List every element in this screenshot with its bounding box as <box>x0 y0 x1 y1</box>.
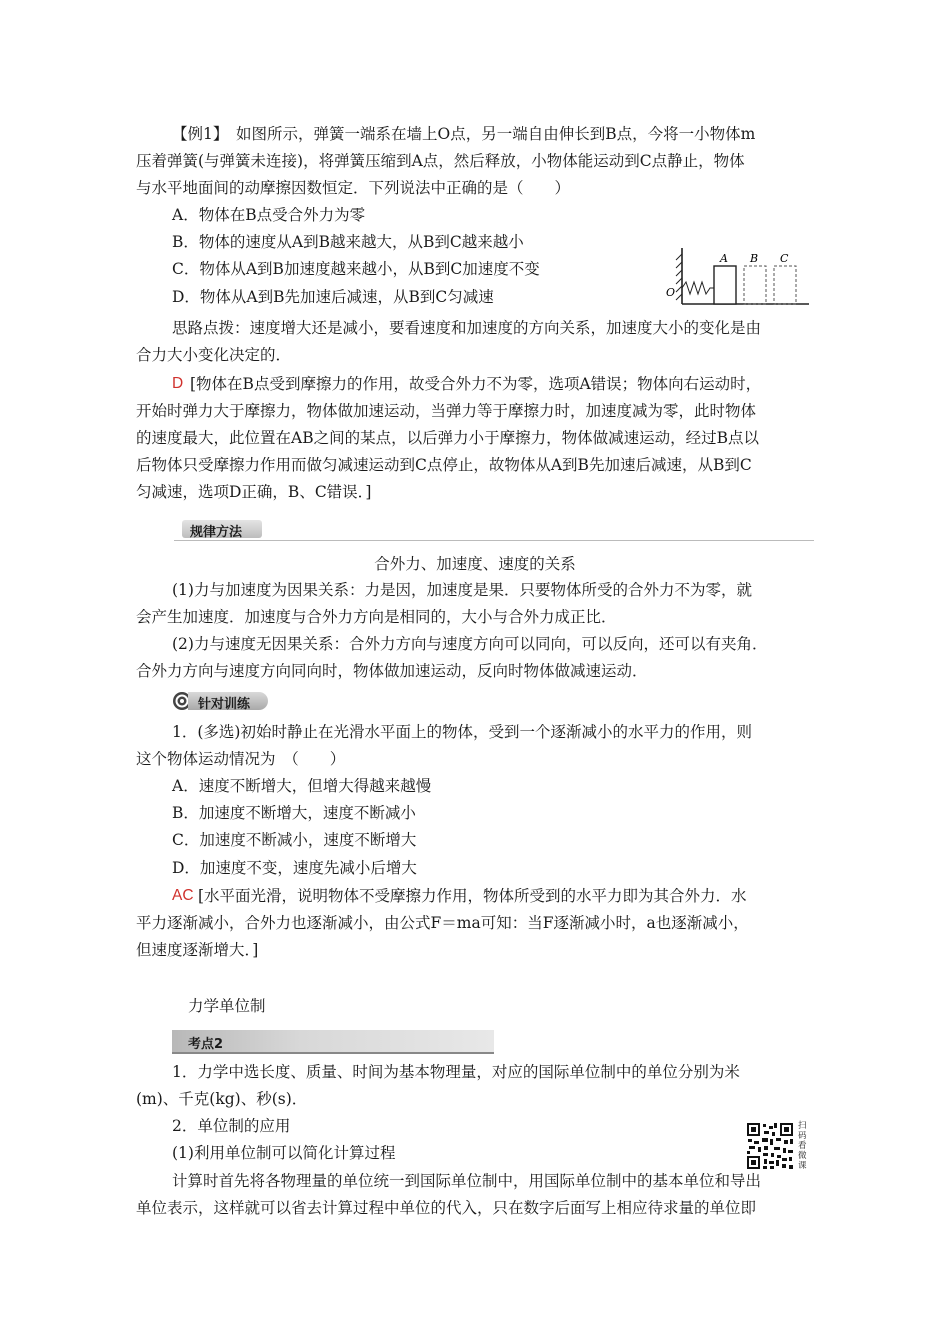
section2-line: 计算时首先将各物理量的单位统一到国际单位制中，用国际单位制中的基本单位和导出 <box>172 1172 762 1190</box>
section2-line: (m)、千克(kg)、秒(s)． <box>136 1090 308 1108</box>
section2-banner-label: 考点2 <box>188 1037 224 1052</box>
section2-line: 1．力学中选长度、质量、时间为基本物理量，对应的国际单位制中的单位分别为米 <box>172 1063 740 1081</box>
training-explanation-line: [水平面光滑，说明物体不受摩擦力作用，物体所受到的水平力即为其合外力．水 <box>198 887 747 905</box>
figure-label-b: B <box>750 252 759 265</box>
training-explanation-line: 但速度逐渐增大．] <box>136 941 259 959</box>
training-answer: AC <box>172 887 194 904</box>
training-option-d: D．加速度不变，速度先减小后增大 <box>172 859 417 877</box>
example-hint-line: 合力大小变化决定的． <box>136 346 292 364</box>
training-banner-label: 针对训练 <box>198 697 251 712</box>
section2-line: (1)利用单位制可以简化计算过程 <box>172 1144 396 1162</box>
example-text-line: 与水平地面间的动摩擦因数恒定．下列说法中正确的是（ ） <box>136 179 571 197</box>
training-option-b: B．加速度不断增大，速度不断减小 <box>172 804 416 822</box>
training-banner <box>172 690 268 712</box>
example-option-c: C．物体从A到B加速度越来越小，从B到C加速度不变 <box>172 260 540 278</box>
method-line: 会产生加速度．加速度与合外力方向是相同的，大小与合外力成正比． <box>136 608 617 626</box>
example-option-d: D．物体从A到B先加速后减速，从B到C匀减速 <box>172 288 494 306</box>
example-explanation-line: [物体在B点受到摩擦力的作用，故受合外力不为零，选项A错误；物体向右运动时， <box>190 375 762 393</box>
section2-line: 单位表示，这样就可以省去计算过程中单位的代入，只在数字后面写上相应待求量的单位即 <box>136 1199 757 1217</box>
training-question-line: 1．(多选)初始时静止在光滑水平面上的物体，受到一个逐渐减小的水平力的作用，则 <box>172 723 752 741</box>
figure-label-c: C <box>780 252 789 265</box>
figure-label-o: O <box>666 286 676 299</box>
training-question-line: 这个物体运动情况为 （ ） <box>136 750 346 768</box>
example-explanation-line: 匀减速，选项D正确，B、C错误．] <box>136 483 372 501</box>
example-text-line: 压着弹簧(与弹簧未连接)，将弹簧压缩到A点，然后释放，小物体能运动到C点静止，物体 <box>136 152 745 170</box>
method-banner <box>174 518 814 541</box>
training-option-c: C．加速度不断减小，速度不断增大 <box>172 831 417 849</box>
example-option-a: A．物体在B点受合外力为零 <box>172 206 366 224</box>
example-hint-line: 思路点拨：速度增大还是减小，要看速度和加速度的方向关系，加速度大小的变化是由 <box>172 319 762 337</box>
section2-line: 2．单位制的应用 <box>172 1117 291 1135</box>
qr-caption: 扫码看微课 <box>798 1121 807 1171</box>
spring-block-figure <box>664 244 814 308</box>
section2-heading: 力学单位制 <box>188 997 266 1015</box>
method-banner-label: 规律方法 <box>190 525 243 540</box>
example-text-line: 如图所示，弹簧一端系在墙上O点，另一端自由伸长到B点，今将一小物体m <box>236 125 756 143</box>
example-option-b: B．物体的速度从A到B越来越大，从B到C越来越小 <box>172 233 524 251</box>
example-label: 【例1】 <box>172 125 229 143</box>
example-explanation-line: 的速度最大，此位置在AB之间的某点，以后弹力小于摩擦力，物体做减速运动，经过B点以 <box>136 429 759 447</box>
method-line: (2)力与速度无因果关系：合外力方向与速度方向可以同向，可以反向，还可以有夹角． <box>172 635 768 653</box>
qr-code-icon <box>746 1122 794 1170</box>
method-line: 合外力方向与速度方向同向时，物体做加速运动，反向时物体做减速运动． <box>136 662 648 680</box>
example-explanation-line: 后物体只受摩擦力作用而做匀减速运动到C点停止，故物体从A到B先加速后减速，从B到C <box>136 456 752 474</box>
training-option-a: A．速度不断增大，但增大得越来越慢 <box>172 777 432 795</box>
example-explanation-line: 开始时弹力大于摩擦力，物体做加速运动，当弹力等于摩擦力时，加速度减为零，此时物体 <box>136 402 757 420</box>
method-title: 合外力、加速度、速度的关系 <box>374 555 576 573</box>
section2-banner <box>172 1030 494 1054</box>
example-answer: D <box>172 375 184 392</box>
figure-label-a: A <box>720 252 728 265</box>
training-explanation-line: 平力逐渐减小，合外力也逐渐减小，由公式F＝ma可知：当F逐渐减小时，a也逐渐减小， <box>136 914 749 932</box>
method-line: (1)力与加速度为因果关系：力是因，加速度是果．只要物体所受的合外力不为零，就 <box>172 581 752 599</box>
